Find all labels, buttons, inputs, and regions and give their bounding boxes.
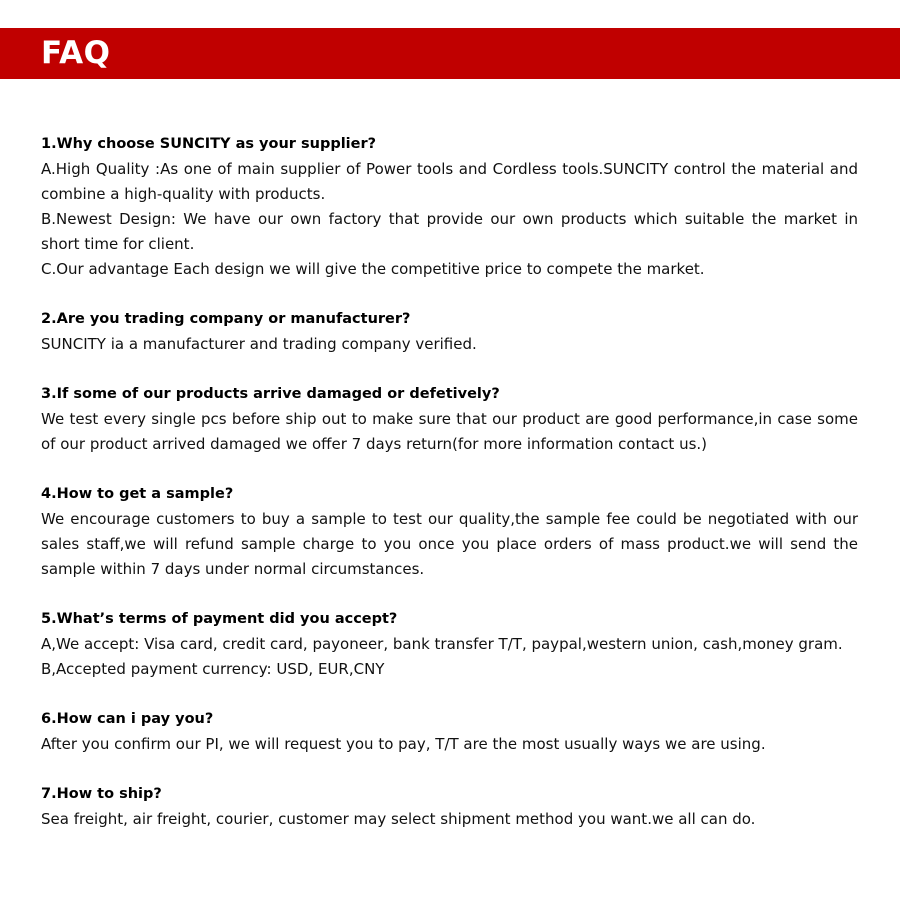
- faq-answer: SUNCITY ia a manufacturer and trading company verified.: [41, 335, 477, 353]
- faq-item-company-type: [41, 307, 858, 357]
- faq-question: 3.If some of our products arrive damaged or defetively?: [41, 386, 500, 402]
- faq-item-how-to-pay: [41, 707, 858, 757]
- faq-answer: We encourage customers to buy a sample to test our quality,the sample fee could be negotiated with our sales staff,we will refund sample charge to you once you place orders of mass product.we will send the sample within 7 days under normal circumstances.: [41, 510, 858, 578]
- faq-answer: B.Newest Design: We have our own factory that provide our own products which suitable the market in short time for client.: [41, 210, 858, 253]
- faq-question: 7.How to ship?: [41, 786, 162, 802]
- faq-question: 6.How can i pay you?: [41, 711, 214, 727]
- page-title: FAQ: [41, 35, 111, 71]
- faq-answer: We test every single pcs before ship out to make sure that our product are good performance,in case some of our product arrived damaged we offer 7 days return(for more information contact us.): [41, 410, 858, 453]
- faq-question: 4.How to get a sample?: [41, 486, 234, 502]
- faq-question: 2.Are you trading company or manufacturer?: [41, 311, 411, 327]
- faq-answer: B,Accepted payment currency: USD, EUR,CNY: [41, 660, 385, 678]
- faq-answer: A,We accept: Visa card, credit card, payoneer, bank transfer T/T, paypal,western union, cash,money gram.: [41, 635, 843, 653]
- faq-item-damaged: [41, 382, 858, 457]
- faq-item-supplier: [41, 132, 858, 282]
- faq-answer: A.High Quality :As one of main supplier of Power tools and Cordless tools.SUNCITY control the material and combine a high-quality with products.: [41, 160, 858, 203]
- faq-question: 1.Why choose SUNCITY as your supplier?: [41, 136, 377, 152]
- faq-header-banner: [0, 28, 900, 79]
- faq-item-shipping: [41, 782, 858, 832]
- faq-answer: Sea freight, air freight, courier, customer may select shipment method you want.we all can do.: [41, 810, 756, 828]
- faq-item-sample: [41, 482, 858, 582]
- faq-answer: C.Our advantage Each design we will give the competitive price to compete the market.: [41, 260, 705, 278]
- faq-list: [41, 132, 858, 857]
- faq-item-payment-terms: [41, 607, 858, 682]
- faq-answer: After you confirm our PI, we will request you to pay, T/T are the most usually ways we are using.: [41, 735, 766, 753]
- faq-question: 5.What’s terms of payment did you accept?: [41, 611, 398, 627]
